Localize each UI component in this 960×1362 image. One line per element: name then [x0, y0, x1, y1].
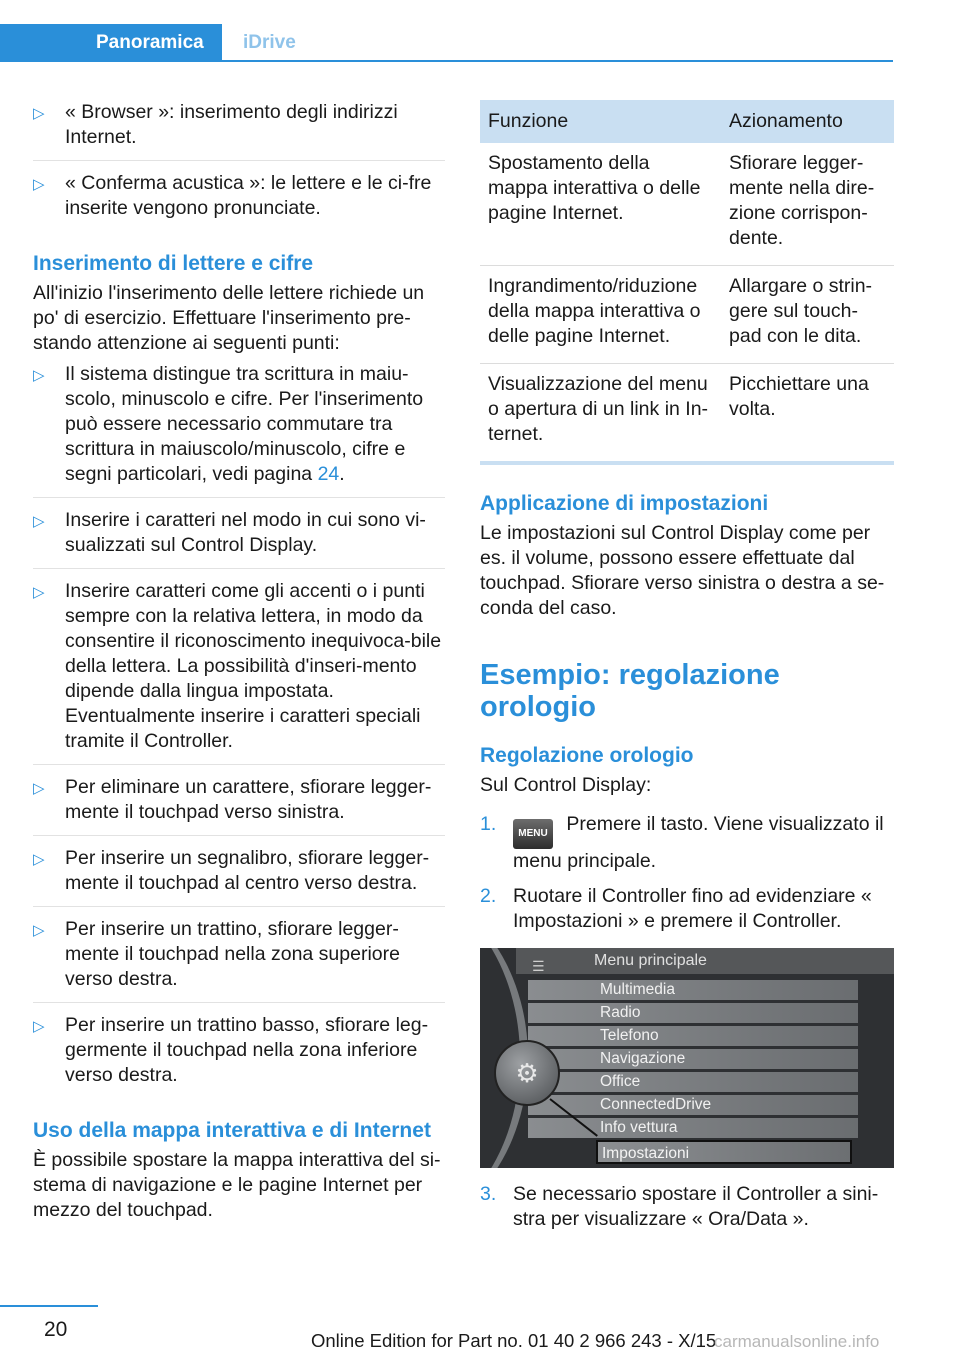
screen-menu-item: Info vettura: [528, 1118, 858, 1138]
table-cell: Allargare o strin-gere sul touch-pad con le dita.: [721, 266, 894, 364]
section-title-clock: Regolazione orologio: [480, 744, 694, 767]
step-list: [480, 812, 894, 934]
section-title-input: Inserimento di lettere e cifre: [33, 252, 314, 275]
page-link[interactable]: 24: [317, 463, 340, 485]
list-item: ▷ Inserire caratteri come gli accenti o i punti sempre con la relativa lettera, in modo da consentire il riconoscimento inequivoca-bile della lettera. La possibilità d'inseri-mento dipende dalla lingua impostata. Eventualmente inserire i caratteri speciali tramite il Controller.: [33, 579, 445, 765]
screen-menu-item: Office: [528, 1072, 858, 1092]
settings-gear-icon: ⚙: [494, 1040, 560, 1106]
watermark: carmanualsonline.info: [714, 1332, 880, 1351]
left-column: [33, 100, 445, 1229]
step-number: 2.: [480, 885, 497, 907]
table-header: Funzione: [480, 100, 721, 143]
right-column: [480, 100, 894, 1242]
section-title-settings: Applicazione di impostazioni: [480, 492, 769, 515]
section-intro: Sul Control Display:: [480, 774, 652, 796]
table-row: [480, 266, 894, 364]
list-item: ▷ « Browser »: inserimento degli indirizzi Internet.: [33, 100, 445, 161]
list-item: ▷ Inserire i caratteri nel modo in cui sono vi-sualizzati sul Control Display.: [33, 508, 445, 569]
triangle-bullet-icon: ▷: [33, 176, 45, 193]
table-cell: Ingrandimento/riduzione della mappa interattiva o delle pagine Internet.: [480, 266, 721, 364]
triangle-bullet-icon: ▷: [33, 851, 45, 868]
footer-divider: [0, 1305, 98, 1307]
screen-title: Menu principale: [516, 948, 894, 974]
list-item: ▷ « Conferma acustica »: le lettere e le ci-fre inserite vengono pronunciate.: [33, 172, 432, 219]
triangle-bullet-icon: ▷: [33, 367, 45, 384]
header-tab-idrive[interactable]: iDrive: [243, 32, 296, 53]
list-item: ▷ Per inserire un trattino basso, sfiorare leg-germente il touchpad nella zona inferiore verso destra.: [33, 1014, 429, 1086]
section-text: Le impostazioni sul Control Display come per es. il volume, possono essere effettuate dal touchpad. Sfiorare verso sinistra o destra a se-conda del caso.: [480, 522, 885, 619]
triangle-bullet-icon: ▷: [33, 1018, 45, 1035]
list-item: ▷ Per inserire un segnalibro, sfiorare legger-mente il touchpad al centro verso destra.: [33, 846, 445, 907]
screen-menu-item: Radio: [528, 1003, 858, 1023]
triangle-bullet-icon: ▷: [33, 584, 45, 601]
list-item: 3. Se necessario spostare il Controller a sini-stra per visualizzare « Ora/Data ».: [480, 1183, 879, 1230]
list-item: ▷ Per inserire un trattino, sfiorare legger-mente il touchpad nella zona superiore verso destra.: [33, 917, 445, 1003]
table-cell: Sfiorare legger-mente nella dire-zione corrispon-dente.: [721, 143, 894, 266]
list-item: 1. MENU Premere il tasto. Viene visualizzato il menu principale.: [480, 813, 884, 872]
menu-button-icon: MENU: [513, 819, 553, 849]
table-cell: Spostamento della mappa interattiva o delle pagine Internet.: [480, 143, 721, 266]
screen-menu-item: ConnectedDrive: [528, 1095, 858, 1115]
triangle-bullet-icon: ▷: [33, 513, 45, 530]
step-number: 1.: [480, 813, 497, 835]
screen-menu-item: Multimedia: [528, 980, 858, 1000]
control-display-screenshot: [480, 948, 894, 1168]
table-row: [480, 364, 894, 464]
screen-menu-item: Telefono: [528, 1026, 858, 1046]
screen-menu-item-selected: Impostazioni: [596, 1140, 852, 1164]
chapter-title: Esempio: regolazione orologio: [480, 659, 780, 723]
list-item: ▷ Per eliminare un carattere, sfiorare legger-mente il touchpad verso sinistra.: [33, 775, 445, 836]
triangle-bullet-icon: ▷: [33, 780, 45, 797]
function-table: [480, 100, 894, 465]
triangle-bullet-icon: ▷: [33, 105, 45, 122]
table-cell: Picchiettare una volta.: [721, 364, 894, 464]
header-tab-panoramica[interactable]: Panoramica: [0, 24, 222, 62]
triangle-bullet-icon: ▷: [33, 922, 45, 939]
header-divider: [0, 60, 893, 62]
screen-menu-item: Navigazione: [528, 1049, 858, 1069]
step-list: [480, 1182, 894, 1232]
section-text: È possibile spostare la mappa interattiva del si-stema di navigazione e le pagine Internet per mezzo del touchpad.: [33, 1149, 441, 1221]
table-header: Azionamento: [721, 100, 894, 143]
sub-bullet-list: [33, 100, 445, 231]
menu-list-icon: ☰: [532, 958, 545, 974]
table-cell: Visualizzazione del menu o apertura di un link in In-ternet.: [480, 364, 721, 464]
section-intro: All'inizio l'inserimento delle lettere richiede un po' di esercizio. Effettuare l'inserimento pre-stando attenzione ai seguenti punti:: [33, 282, 425, 354]
section-title-map: Uso della mappa interattiva e di Internet: [33, 1119, 431, 1142]
step-number: 3.: [480, 1183, 497, 1205]
page-number: 20: [44, 1318, 68, 1341]
list-item: ▷ Il sistema distingue tra scrittura in maiu-scolo, minuscolo e cifre. Per l'inserimento può essere necessario commutare tra scrittura in maiuscolo/minuscolo, cifre e segni particolari, vedi pagina 24.: [33, 362, 445, 498]
list-item: 2. Ruotare il Controller fino ad evidenziare « Impostazioni » e premere il Controller.: [480, 885, 872, 932]
footer-edition: Online Edition for Part no. 01 40 2 966 243 - X/15: [311, 1330, 717, 1351]
input-bullet-list: [33, 362, 445, 1098]
table-header-row: [480, 100, 894, 143]
table-row: [480, 143, 894, 266]
